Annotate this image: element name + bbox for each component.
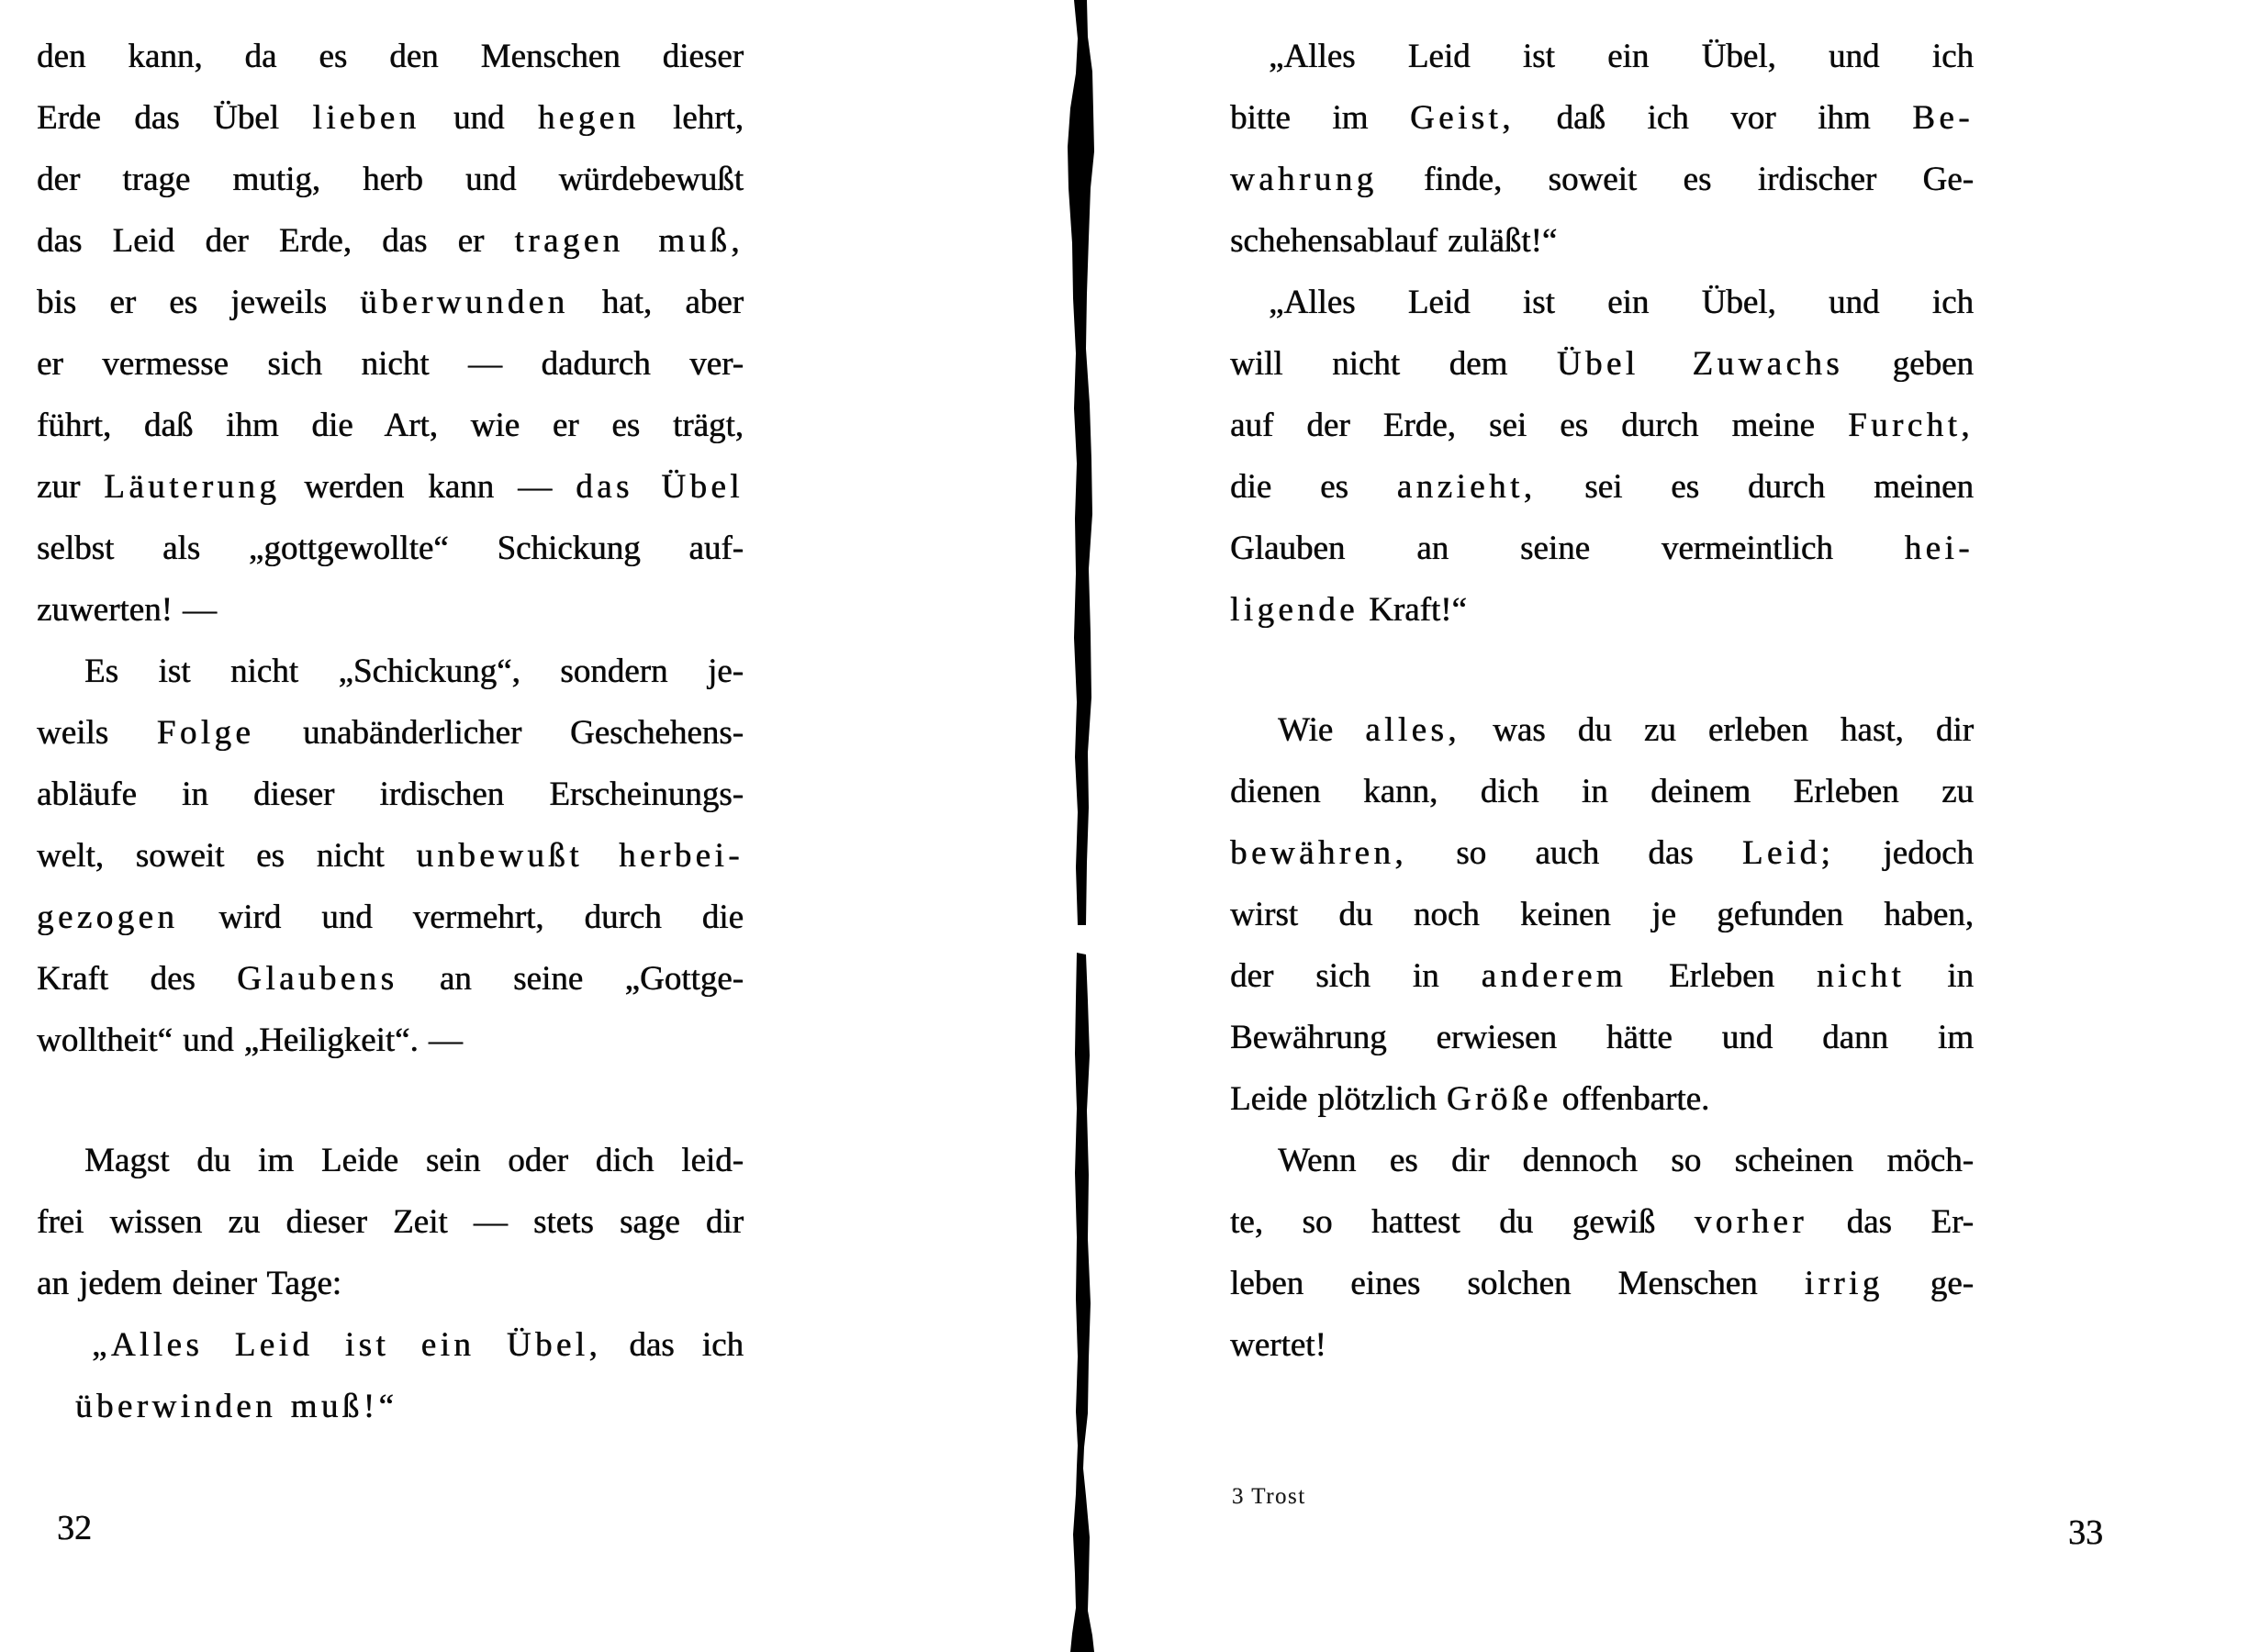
text-segment: abläufe in dieser irdischen Erscheinungs-: [37, 776, 744, 813]
letterspaced-text-segment: gezogen: [37, 899, 179, 936]
text-line: [37, 825, 744, 887]
text-segment: schehensablauf zuläßt!“: [1230, 222, 1558, 260]
text-segment: will nicht dem: [1230, 345, 1557, 383]
text-line: [1230, 699, 1974, 761]
letterspaced-text-segment: überwunden: [360, 284, 569, 321]
text-line: [1230, 210, 1974, 272]
text-segment: daß ich vor ihm: [1514, 99, 1913, 137]
text-line: [1230, 884, 1974, 945]
text-line: [37, 333, 744, 395]
text-segment: wolltheit“ und „Heiligkeit“. —: [37, 1021, 463, 1059]
text-line: [37, 1130, 744, 1191]
text-segment: und: [420, 99, 538, 137]
signature-mark: 3 Trost: [1232, 1484, 1306, 1509]
letterspaced-text-segment: wahrung: [1230, 161, 1378, 198]
letterspaced-text-segment: lieben: [312, 99, 420, 137]
text-segment: dienen kann, dich in deinem Erleben zu: [1230, 773, 1974, 810]
text-line: [37, 579, 744, 641]
letterspaced-text-segment: bewähren,: [1230, 834, 1408, 872]
text-segment: selbst als „gottgewollte“ Schickung auf-: [37, 530, 744, 567]
text-segment: er vermesse sich nicht — dadurch ver-: [37, 345, 744, 383]
text-line: [1230, 822, 1974, 884]
text-segment: zur: [37, 468, 105, 506]
text-segment: der trage mutig, herb und würdebewußt: [37, 161, 744, 198]
text-segment: an jedem deiner Tage:: [37, 1265, 342, 1302]
text-segment: wird und vermehrt, durch die: [178, 899, 744, 936]
text-line: [37, 764, 744, 825]
letterspaced-text-segment: anzieht,: [1396, 468, 1537, 506]
left-page-text-block: [37, 26, 744, 1437]
text-segment: die es: [1230, 468, 1397, 506]
letterspaced-text-segment: unbewußt herbei-: [416, 837, 744, 875]
text-segment: weils: [37, 714, 157, 752]
text-line: [37, 702, 744, 764]
text-line: [1230, 945, 1974, 1007]
text-segment: sei es durch meinen: [1536, 468, 1974, 506]
text-line: [37, 395, 744, 456]
text-segment: das Er-: [1807, 1203, 1974, 1241]
text-line: [1230, 1253, 1974, 1314]
text-segment: zuwerten! —: [37, 591, 218, 629]
letterspaced-text-segment: Geist,: [1409, 99, 1515, 137]
text-segment: ge-: [1883, 1265, 1975, 1302]
text-line: [1230, 272, 1974, 333]
text-line: [1230, 456, 1974, 518]
text-segment: werden kann —: [280, 468, 576, 506]
text-segment: jedoch: [1834, 834, 1974, 872]
letterspaced-text-segment: vorher: [1694, 1203, 1807, 1241]
text-line: [37, 87, 744, 149]
text-line: [1230, 518, 1974, 579]
letterspaced-text-segment: Übel Zuwachs: [1556, 345, 1844, 383]
text-line: [1230, 1191, 1974, 1253]
text-segment: lehrt,: [639, 99, 744, 137]
text-line: [37, 1376, 744, 1437]
text-segment: bis er es jeweils: [37, 284, 361, 321]
text-segment: Kraft!“: [1358, 591, 1467, 629]
text-segment: in: [1905, 957, 1974, 995]
text-segment: das Leid der Erde, das er: [37, 222, 515, 260]
letterspaced-text-segment: „Alles Leid ist ein Übel,: [92, 1326, 602, 1364]
letterspaced-text-segment: hei-: [1904, 530, 1974, 567]
text-segment: unabänderlicher Geschehens-: [254, 714, 744, 752]
text-segment: den kann, da es den Menschen dieser: [37, 38, 744, 75]
text-segment: Bewährung erwiesen hätte und dann im: [1230, 1019, 1974, 1056]
letterspaced-text-segment: Furcht,: [1848, 407, 1974, 444]
text-segment: Kraft des: [37, 960, 238, 998]
text-line: [1230, 395, 1974, 456]
letterspaced-text-segment: ligende: [1230, 591, 1359, 629]
letterspaced-text-segment: Be-: [1912, 99, 1974, 137]
text-segment: hat, aber: [568, 284, 744, 321]
text-segment: was du zu erleben hast, dir: [1460, 711, 1974, 749]
letterspaced-text-segment: tragen muß,: [514, 222, 744, 260]
text-line: [37, 641, 744, 702]
page-number-right: 33: [2068, 1513, 2103, 1552]
text-line: [1230, 1314, 1974, 1376]
text-line: [37, 1253, 744, 1314]
text-segment: te, so hattest du gewiß: [1230, 1203, 1695, 1241]
text-segment: offenbarte.: [1551, 1080, 1710, 1118]
text-line: [37, 518, 744, 579]
text-line: [1230, 149, 1974, 210]
text-segment: finde, soweit es irdischer Ge-: [1377, 161, 1974, 198]
text-segment: an seine „Gottge-: [397, 960, 744, 998]
letterspaced-text-segment: Leid;: [1741, 834, 1835, 872]
text-segment: wirst du noch keinen je gefunden haben,: [1230, 896, 1974, 933]
text-segment: bitte im: [1230, 99, 1410, 137]
text-segment: Wie: [1278, 711, 1366, 749]
text-segment: Wenn es dir dennoch so scheinen möch-: [1278, 1142, 1974, 1179]
text-line: [1230, 1068, 1974, 1130]
text-line: [1230, 87, 1974, 149]
text-segment: frei wissen zu dieser Zeit — stets sage dir: [37, 1203, 744, 1241]
page-number-left: 32: [57, 1509, 92, 1547]
letterspaced-text-segment: Größe: [1446, 1080, 1552, 1118]
letterspaced-text-segment: irrig: [1804, 1265, 1884, 1302]
text-line: [37, 1314, 744, 1376]
text-line: [1230, 1007, 1974, 1068]
blank-line: [37, 1071, 744, 1130]
letterspaced-text-segment: alles,: [1365, 711, 1460, 749]
text-line: [37, 272, 744, 333]
text-line: [1230, 333, 1974, 395]
letterspaced-text-segment: Folge: [156, 714, 255, 752]
letterspaced-text-segment: das Übel: [576, 468, 744, 506]
text-line: [37, 456, 744, 518]
text-segment: „Alles Leid ist ein Übel, und ich: [1269, 284, 1974, 321]
text-segment: Magst du im Leide sein oder dich leid-: [84, 1142, 744, 1179]
letterspaced-text-segment: Glaubens: [237, 960, 398, 998]
text-segment: welt, soweit es nicht: [37, 837, 417, 875]
blank-line: [1230, 641, 1974, 699]
letterspaced-text-segment: überwinden muß!“: [75, 1388, 398, 1425]
text-segment: der sich in: [1230, 957, 1482, 995]
text-segment: auf der Erde, sei es durch meine: [1230, 407, 1849, 444]
text-segment: führt, daß ihm die Art, wie er es trägt,: [37, 407, 744, 444]
right-page-text-block: [1230, 26, 1974, 1376]
text-segment: Leide plötzlich: [1230, 1080, 1447, 1118]
text-segment: so auch das: [1407, 834, 1742, 872]
text-line: [37, 26, 744, 87]
letterspaced-text-segment: hegen: [537, 99, 640, 137]
text-segment: Erleben: [1627, 957, 1818, 995]
letterspaced-text-segment: anderem: [1481, 957, 1628, 995]
gutter-crease-line: [1056, 0, 1111, 1652]
text-line: [37, 1191, 744, 1253]
text-line: [37, 1010, 744, 1071]
text-line: [1230, 579, 1974, 641]
letterspaced-text-segment: nicht: [1817, 957, 1906, 995]
letterspaced-text-segment: Läuterung: [104, 468, 281, 506]
text-segment: geben: [1843, 345, 1974, 383]
text-segment: Es ist nicht „Schickung“, sondern je-: [84, 653, 744, 690]
text-segment: „Alles Leid ist ein Übel, und ich: [1269, 38, 1974, 75]
text-line: [1230, 761, 1974, 822]
text-segment: Erde das Übel: [37, 99, 313, 137]
text-line: [1230, 26, 1974, 87]
text-line: [37, 887, 744, 948]
text-line: [37, 210, 744, 272]
text-line: [37, 149, 744, 210]
text-segment: wertet!: [1230, 1326, 1326, 1364]
text-segment: leben eines solchen Menschen: [1230, 1265, 1805, 1302]
text-segment: das ich: [601, 1326, 744, 1364]
text-segment: Glauben an seine vermeintlich: [1230, 530, 1905, 567]
text-line: [37, 948, 744, 1010]
text-line: [1230, 1130, 1974, 1191]
